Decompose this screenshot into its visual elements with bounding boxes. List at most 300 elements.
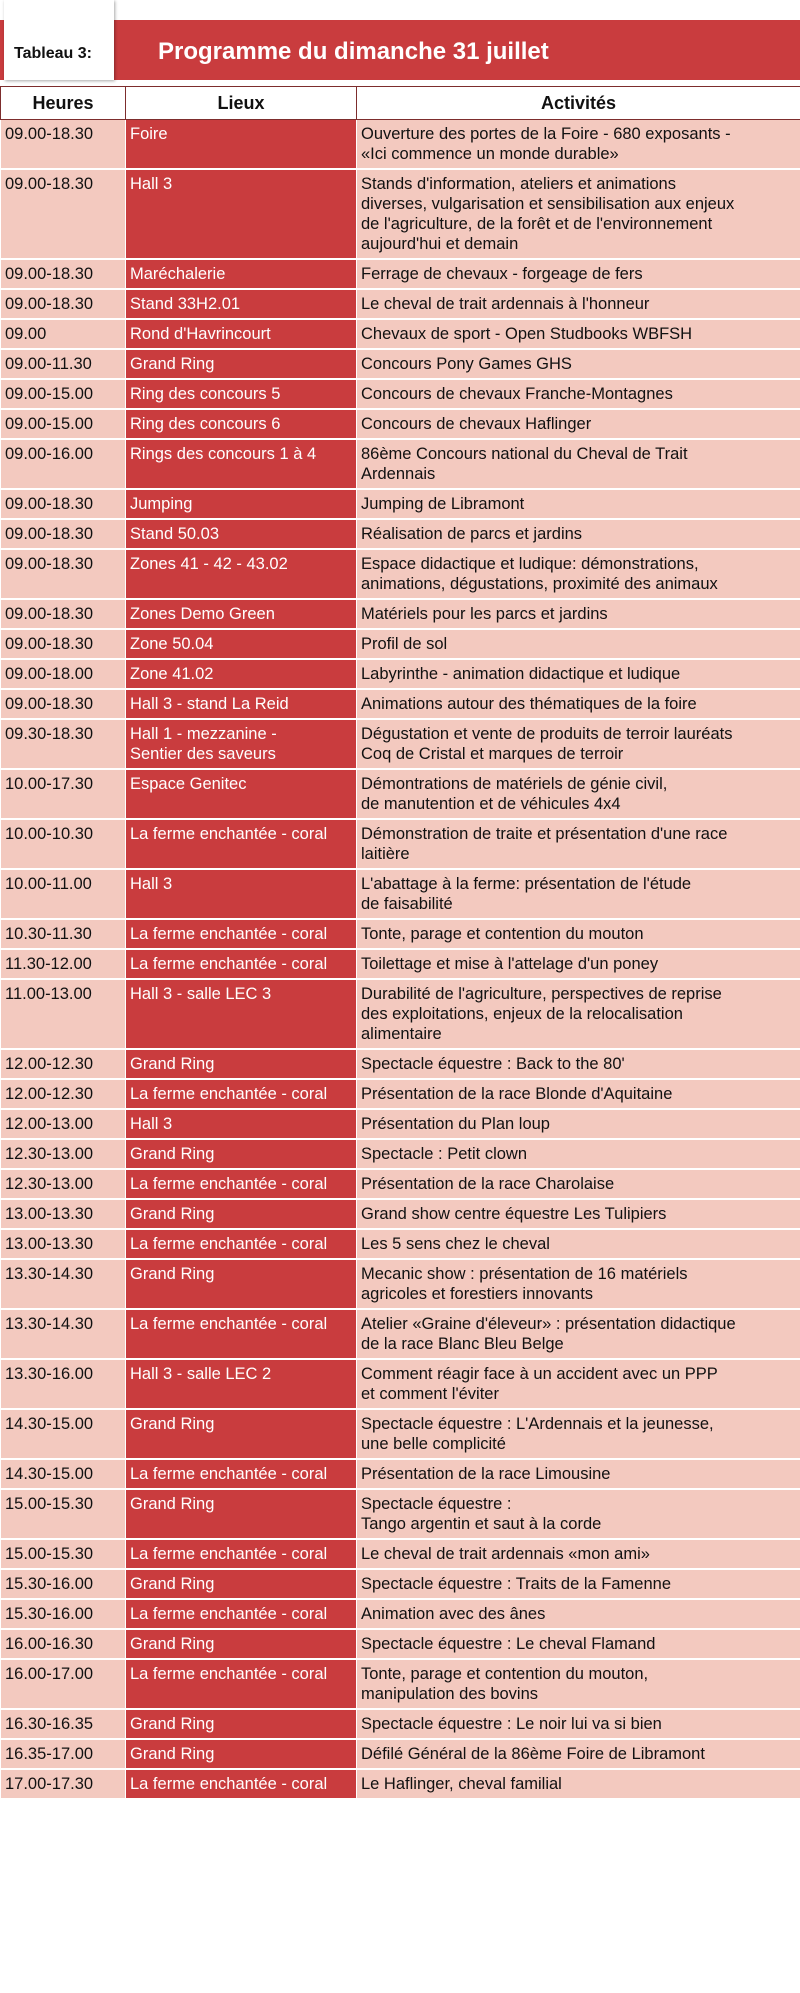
table-row — [1, 1259, 800, 1309]
cell-activity-text: Grand show centre équestre Les Tulipiers — [361, 1205, 667, 1223]
cell-activity — [357, 869, 800, 919]
cell-activity — [357, 1629, 800, 1659]
cell-activity — [357, 719, 800, 769]
cell-place — [126, 819, 357, 869]
cell-activity-text: Tonte, parage et contention du mouton — [361, 925, 644, 943]
cell-time-text: 13.00-13.30 — [5, 1235, 94, 1253]
table-row — [1, 169, 800, 259]
cell-time-text: 09.00-16.00 — [5, 445, 94, 463]
table-row — [1, 519, 800, 549]
cell-place — [126, 1359, 357, 1409]
cell-place — [126, 1199, 357, 1229]
table-row — [1, 489, 800, 519]
cell-activity-text: Mecanic show : présentation de 16 matériels agricoles et forestiers innovants — [361, 1265, 688, 1303]
cell-place-text: Grand Ring — [130, 1205, 215, 1223]
cell-place-text: La ferme enchantée - coral — [130, 1235, 328, 1253]
table-row — [1, 349, 800, 379]
table-row — [1, 439, 800, 489]
cell-activity-text: Labyrinthe - animation didactique et ludique — [361, 665, 681, 683]
cell-place-text: Grand Ring — [130, 1745, 215, 1763]
cell-place-text: Ring des concours 6 — [130, 415, 281, 433]
table-row — [1, 409, 800, 439]
cell-time — [1, 1359, 126, 1409]
cell-activity — [357, 169, 800, 259]
cell-time — [1, 519, 126, 549]
table-row — [1, 869, 800, 919]
cell-time-text: 16.00-16.30 — [5, 1635, 94, 1653]
cell-place — [126, 1629, 357, 1659]
cell-place-text: Ring des concours 5 — [130, 385, 281, 403]
cell-activity — [357, 1539, 800, 1569]
cell-place-text: Rings des concours 1 à 4 — [130, 445, 317, 463]
cell-activity-text: Concours Pony Games GHS — [361, 355, 572, 373]
cell-place — [126, 949, 357, 979]
cell-place-text: La ferme enchantée - coral — [130, 1605, 328, 1623]
cell-time-text: 15.00-15.30 — [5, 1545, 94, 1563]
cell-activity — [357, 599, 800, 629]
cell-activity — [357, 489, 800, 519]
cell-activity — [357, 629, 800, 659]
cell-time-text: 09.00-18.30 — [5, 175, 94, 193]
cell-time-text: 09.00-15.00 — [5, 385, 94, 403]
cell-place — [126, 439, 357, 489]
cell-activity — [357, 379, 800, 409]
cell-time-text: 16.00-17.00 — [5, 1665, 94, 1683]
cell-activity — [357, 1489, 800, 1539]
cell-activity-text: Tonte, parage et contention du mouton, manipulation des bovins — [361, 1665, 649, 1703]
cell-time-text: 09.00-18.30 — [5, 295, 94, 313]
cell-place — [126, 1169, 357, 1199]
cell-activity — [357, 1569, 800, 1599]
cell-place-text: Zone 50.04 — [130, 635, 214, 653]
cell-activity-text: Chevaux de sport - Open Studbooks WBFSH — [361, 325, 693, 343]
table-row — [1, 819, 800, 869]
cell-place-text: Foire — [130, 125, 168, 143]
cell-activity — [357, 689, 800, 719]
cell-time — [1, 819, 126, 869]
table-header-banner — [0, 0, 800, 86]
cell-place — [126, 1139, 357, 1169]
cell-activity-text: Comment réagir face à un accident avec un PPP et comment l'éviter — [361, 1365, 718, 1403]
cell-activity-text: Durabilité de l'agriculture, perspectives de reprise des exploitations, enjeux de la relocalisation alimentaire — [361, 985, 722, 1043]
cell-place-text: Hall 1 - mezzanine - Sentier des saveurs — [130, 725, 277, 763]
cell-activity-text: Les 5 sens chez le cheval — [361, 1235, 550, 1253]
table-row — [1, 1049, 800, 1079]
cell-activity — [357, 259, 800, 289]
table-row — [1, 1169, 800, 1199]
table-row — [1, 120, 800, 170]
cell-place-text: La ferme enchantée - coral — [130, 1775, 328, 1793]
table-row — [1, 1539, 800, 1569]
cell-time — [1, 769, 126, 819]
cell-time-text: 10.00-10.30 — [5, 825, 94, 843]
cell-place-text: Grand Ring — [130, 1415, 215, 1433]
cell-place-text: Grand Ring — [130, 1715, 215, 1733]
cell-place-text: Hall 3 - stand La Reid — [130, 695, 289, 713]
cell-activity — [357, 1199, 800, 1229]
cell-place — [126, 599, 357, 629]
cell-place-text: Jumping — [130, 495, 193, 513]
table-row — [1, 769, 800, 819]
cell-time-text: 12.00-13.00 — [5, 1115, 94, 1133]
cell-place — [126, 689, 357, 719]
cell-time — [1, 1489, 126, 1539]
table-row — [1, 1109, 800, 1139]
cell-time — [1, 1309, 126, 1359]
cell-time — [1, 120, 126, 170]
cell-place-text: La ferme enchantée - coral — [130, 1545, 328, 1563]
cell-time-text: 15.00-15.30 — [5, 1495, 94, 1513]
cell-place — [126, 1539, 357, 1569]
cell-place-text: La ferme enchantée - coral — [130, 1665, 328, 1683]
cell-time-text: 09.00 — [5, 325, 47, 343]
cell-activity — [357, 1259, 800, 1309]
cell-time-text: 10.30-11.30 — [5, 925, 92, 943]
table-row — [1, 599, 800, 629]
cell-activity — [357, 1459, 800, 1489]
cell-activity-text: 86ème Concours national du Cheval de Trait Ardennais — [361, 445, 688, 483]
table-row — [1, 1309, 800, 1359]
column-header-row — [1, 87, 800, 120]
table-row — [1, 1659, 800, 1709]
cell-activity — [357, 1709, 800, 1739]
cell-place-text: Hall 3 — [130, 175, 173, 193]
cell-activity — [357, 659, 800, 689]
cell-activity-text: Dégustation et vente de produits de terroir lauréats Coq de Cristal et marques de terroir — [361, 725, 733, 763]
table-row — [1, 1229, 800, 1259]
cell-activity-text: Jumping de Libramont — [361, 495, 525, 513]
cell-time-text: 12.30-13.00 — [5, 1175, 94, 1193]
cell-place — [126, 1109, 357, 1139]
cell-time-text: 10.00-17.30 — [5, 775, 94, 793]
cell-time-text: 10.00-11.00 — [5, 875, 92, 893]
cell-place — [126, 549, 357, 599]
cell-activity-text: Spectacle : Petit clown — [361, 1145, 527, 1163]
cell-place-text: La ferme enchantée - coral — [130, 1175, 328, 1193]
cell-time — [1, 1739, 126, 1769]
cell-activity — [357, 919, 800, 949]
cell-time — [1, 869, 126, 919]
cell-time — [1, 1659, 126, 1709]
cell-time-text: 15.30-16.00 — [5, 1605, 94, 1623]
cell-activity — [357, 1769, 800, 1799]
cell-time-text: 13.00-13.30 — [5, 1205, 94, 1223]
cell-place-text: Stand 33H2.01 — [130, 295, 241, 313]
table-row — [1, 1079, 800, 1109]
cell-place-text: Stand 50.03 — [130, 525, 219, 543]
cell-activity-text: Stands d'information, ateliers et animations diverses, vulgarisation et sensibilisation aux enjeux de l'agriculture, de la forêt et de l'environnement aujourd'hui et demain — [361, 175, 735, 253]
cell-place — [126, 259, 357, 289]
table-tag — [4, 0, 114, 80]
cell-place — [126, 1079, 357, 1109]
cell-activity-text: Le Haflinger, cheval familial — [361, 1775, 562, 1793]
cell-time-text: 17.00-17.30 — [5, 1775, 94, 1793]
cell-activity-text: Présentation de la race Limousine — [361, 1465, 611, 1483]
cell-activity — [357, 1309, 800, 1359]
cell-time — [1, 689, 126, 719]
cell-place-text: Hall 3 - salle LEC 3 — [130, 985, 272, 1003]
cell-time — [1, 1629, 126, 1659]
cell-activity — [357, 769, 800, 819]
cell-time — [1, 1049, 126, 1079]
cell-time — [1, 659, 126, 689]
cell-activity-text: Profil de sol — [361, 635, 448, 653]
table-tag-label: Tableau 3: — [14, 45, 92, 62]
cell-activity-text: Animation avec des ânes — [361, 1605, 546, 1623]
cell-time-text: 09.00-18.30 — [5, 635, 94, 653]
cell-time-text: 09.00-18.30 — [5, 495, 94, 513]
cell-place — [126, 519, 357, 549]
programme-table — [0, 86, 800, 1800]
cell-time-text: 14.30-15.00 — [5, 1465, 94, 1483]
cell-place-text: Grand Ring — [130, 1635, 215, 1653]
cell-activity-text: Spectacle équestre : Back to the 80' — [361, 1055, 625, 1073]
cell-time — [1, 719, 126, 769]
table-row — [1, 949, 800, 979]
cell-time-text: 09.00-18.00 — [5, 665, 94, 683]
cell-activity — [357, 1229, 800, 1259]
cell-place — [126, 1569, 357, 1599]
cell-time-text: 13.30-14.30 — [5, 1265, 94, 1283]
cell-time — [1, 1459, 126, 1489]
cell-activity-text: Le cheval de trait ardennais à l'honneur — [361, 295, 650, 313]
cell-place — [126, 719, 357, 769]
cell-place-text: Grand Ring — [130, 1265, 215, 1283]
cell-place — [126, 120, 357, 170]
table-row — [1, 1709, 800, 1739]
cell-activity — [357, 1109, 800, 1139]
table-row — [1, 379, 800, 409]
table-row — [1, 1489, 800, 1539]
cell-time-text: 12.00-12.30 — [5, 1055, 94, 1073]
cell-time-text: 09.00-11.30 — [5, 355, 92, 373]
cell-place — [126, 1489, 357, 1539]
cell-activity — [357, 949, 800, 979]
cell-place — [126, 1309, 357, 1359]
cell-activity-text: Présentation du Plan loup — [361, 1115, 550, 1133]
cell-time-text: 09.00-18.30 — [5, 525, 94, 543]
table-row — [1, 319, 800, 349]
cell-time-text: 15.30-16.00 — [5, 1575, 94, 1593]
table-row — [1, 629, 800, 659]
cell-activity — [357, 519, 800, 549]
cell-place-text: Rond d'Havrincourt — [130, 325, 271, 343]
cell-activity-text: Démontrations de matériels de génie civil, de manutention et de véhicules 4x4 — [361, 775, 668, 813]
table-row — [1, 1409, 800, 1459]
cell-activity — [357, 409, 800, 439]
cell-activity — [357, 549, 800, 599]
table-row — [1, 689, 800, 719]
cell-place — [126, 659, 357, 689]
cell-activity — [357, 289, 800, 319]
table-row — [1, 1739, 800, 1769]
cell-place — [126, 1049, 357, 1079]
table-body — [1, 120, 800, 1800]
cell-time-text: 12.30-13.00 — [5, 1145, 94, 1163]
table-row — [1, 259, 800, 289]
table-row — [1, 919, 800, 949]
cell-activity — [357, 1659, 800, 1709]
cell-activity-text: Atelier «Graine d'éleveur» : présentation didactique de la race Blanc Bleu Belge — [361, 1315, 736, 1353]
cell-activity-text: Défilé Général de la 86ème Foire de Libramont — [361, 1745, 705, 1763]
cell-activity-text: Spectacle équestre : Le cheval Flamand — [361, 1635, 656, 1653]
cell-time — [1, 1769, 126, 1799]
cell-place-text: Zones 41 - 42 - 43.02 — [130, 555, 288, 573]
cell-time — [1, 949, 126, 979]
cell-activity — [357, 1139, 800, 1169]
cell-place — [126, 319, 357, 349]
cell-place — [126, 769, 357, 819]
cell-place-text: Grand Ring — [130, 1575, 215, 1593]
cell-time — [1, 169, 126, 259]
cell-time — [1, 919, 126, 949]
cell-activity — [357, 819, 800, 869]
cell-place — [126, 379, 357, 409]
cell-place-text: Hall 3 — [130, 1115, 173, 1133]
cell-activity-text: Ferrage de chevaux - forgeage de fers — [361, 265, 643, 283]
cell-time-text: 12.00-12.30 — [5, 1085, 94, 1103]
cell-time — [1, 1229, 126, 1259]
page-title: Programme du dimanche 31 juillet — [158, 38, 549, 65]
cell-time — [1, 409, 126, 439]
cell-time — [1, 599, 126, 629]
cell-activity-text: Spectacle équestre : L'Ardennais et la jeunesse, une belle complicité — [361, 1415, 714, 1453]
cell-activity — [357, 120, 800, 170]
cell-time — [1, 1139, 126, 1169]
cell-place — [126, 489, 357, 519]
table-row — [1, 659, 800, 689]
cell-place-text: Maréchalerie — [130, 265, 226, 283]
cell-activity-text: Réalisation de parcs et jardins — [361, 525, 583, 543]
cell-place — [126, 409, 357, 439]
cell-activity — [357, 979, 800, 1049]
cell-time — [1, 549, 126, 599]
cell-place-text: Espace Genitec — [130, 775, 247, 793]
cell-activity-text: Spectacle équestre : Le noir lui va si bien — [361, 1715, 662, 1733]
cell-time — [1, 1109, 126, 1139]
cell-place-text: Grand Ring — [130, 355, 215, 373]
column-header-places: Lieux — [126, 87, 357, 120]
cell-time — [1, 489, 126, 519]
cell-place — [126, 1229, 357, 1259]
cell-place-text: La ferme enchantée - coral — [130, 1465, 328, 1483]
cell-activity-text: Espace didactique et ludique: démonstrations, animations, dégustations, proximité des animaux — [361, 555, 718, 593]
table-row — [1, 1359, 800, 1409]
cell-time-text: 09.00-18.30 — [5, 695, 94, 713]
cell-place — [126, 1259, 357, 1309]
cell-place — [126, 169, 357, 259]
cell-place-text: La ferme enchantée - coral — [130, 955, 328, 973]
cell-place-text: La ferme enchantée - coral — [130, 1315, 328, 1333]
cell-place — [126, 349, 357, 379]
column-header-hours: Heures — [1, 87, 126, 120]
cell-place-text: Hall 3 — [130, 875, 173, 893]
cell-time-text: 09.00-18.30 — [5, 555, 94, 573]
cell-time — [1, 439, 126, 489]
cell-time-text: 09.00-15.00 — [5, 415, 94, 433]
cell-place — [126, 1769, 357, 1799]
table-row — [1, 719, 800, 769]
cell-activity-text: Concours de chevaux Haflinger — [361, 415, 592, 433]
cell-time — [1, 1539, 126, 1569]
cell-activity-text: Matériels pour les parcs et jardins — [361, 605, 608, 623]
cell-activity-text: Toilettage et mise à l'attelage d'un poney — [361, 955, 659, 973]
cell-activity — [357, 439, 800, 489]
cell-activity — [357, 1739, 800, 1769]
cell-activity-text: Présentation de la race Blonde d'Aquitaine — [361, 1085, 673, 1103]
cell-time — [1, 979, 126, 1049]
cell-place — [126, 1459, 357, 1489]
cell-place — [126, 1739, 357, 1769]
table-row — [1, 979, 800, 1049]
cell-place — [126, 1659, 357, 1709]
cell-place-text: La ferme enchantée - coral — [130, 1085, 328, 1103]
column-header-activities: Activités — [357, 87, 800, 120]
cell-time — [1, 629, 126, 659]
cell-place — [126, 289, 357, 319]
cell-place-text: Grand Ring — [130, 1055, 215, 1073]
cell-activity — [357, 319, 800, 349]
table-row — [1, 1599, 800, 1629]
cell-activity-text: Le cheval de trait ardennais «mon ami» — [361, 1545, 650, 1563]
table-row — [1, 1459, 800, 1489]
table-row — [1, 549, 800, 599]
cell-place — [126, 1709, 357, 1739]
cell-place-text: La ferme enchantée - coral — [130, 925, 328, 943]
cell-place-text: Zones Demo Green — [130, 605, 275, 623]
cell-activity-text: Animations autour des thématiques de la foire — [361, 695, 697, 713]
cell-time-text: 09.30-18.30 — [5, 725, 94, 743]
cell-time-text: 16.35-17.00 — [5, 1745, 94, 1763]
cell-time — [1, 349, 126, 379]
cell-time-text: 16.30-16.35 — [5, 1715, 94, 1733]
cell-activity — [357, 1599, 800, 1629]
table-row — [1, 1139, 800, 1169]
cell-time — [1, 1409, 126, 1459]
cell-activity-text: Spectacle équestre : Traits de la Famenne — [361, 1575, 672, 1593]
cell-place-text: Grand Ring — [130, 1145, 215, 1163]
cell-time — [1, 1079, 126, 1109]
cell-time — [1, 379, 126, 409]
cell-activity — [357, 1079, 800, 1109]
table-row — [1, 1199, 800, 1229]
table-row — [1, 1769, 800, 1799]
table-row — [1, 289, 800, 319]
cell-time — [1, 289, 126, 319]
cell-activity — [357, 1409, 800, 1459]
cell-activity-text: Spectacle équestre : Tango argentin et saut à la corde — [361, 1495, 602, 1533]
cell-time — [1, 1599, 126, 1629]
cell-activity-text: Ouverture des portes de la Foire - 680 exposants - «Ici commence un monde durable» — [361, 125, 731, 163]
cell-place-text: Zone 41.02 — [130, 665, 214, 683]
cell-time — [1, 1709, 126, 1739]
cell-activity — [357, 1049, 800, 1079]
cell-activity — [357, 1169, 800, 1199]
table-row — [1, 1569, 800, 1599]
cell-time-text: 09.00-18.30 — [5, 605, 94, 623]
cell-time-text: 11.00-13.00 — [5, 985, 92, 1003]
cell-activity-text: Présentation de la race Charolaise — [361, 1175, 615, 1193]
cell-place — [126, 869, 357, 919]
cell-time-text: 11.30-12.00 — [5, 955, 92, 973]
cell-time-text: 13.30-16.00 — [5, 1365, 94, 1383]
cell-time — [1, 1169, 126, 1199]
cell-place-text: La ferme enchantée - coral — [130, 825, 328, 843]
cell-activity-text: Démonstration de traite et présentation d'une race laitière — [361, 825, 728, 863]
cell-place — [126, 1409, 357, 1459]
cell-time-text: 09.00-18.30 — [5, 125, 94, 143]
cell-place — [126, 629, 357, 659]
